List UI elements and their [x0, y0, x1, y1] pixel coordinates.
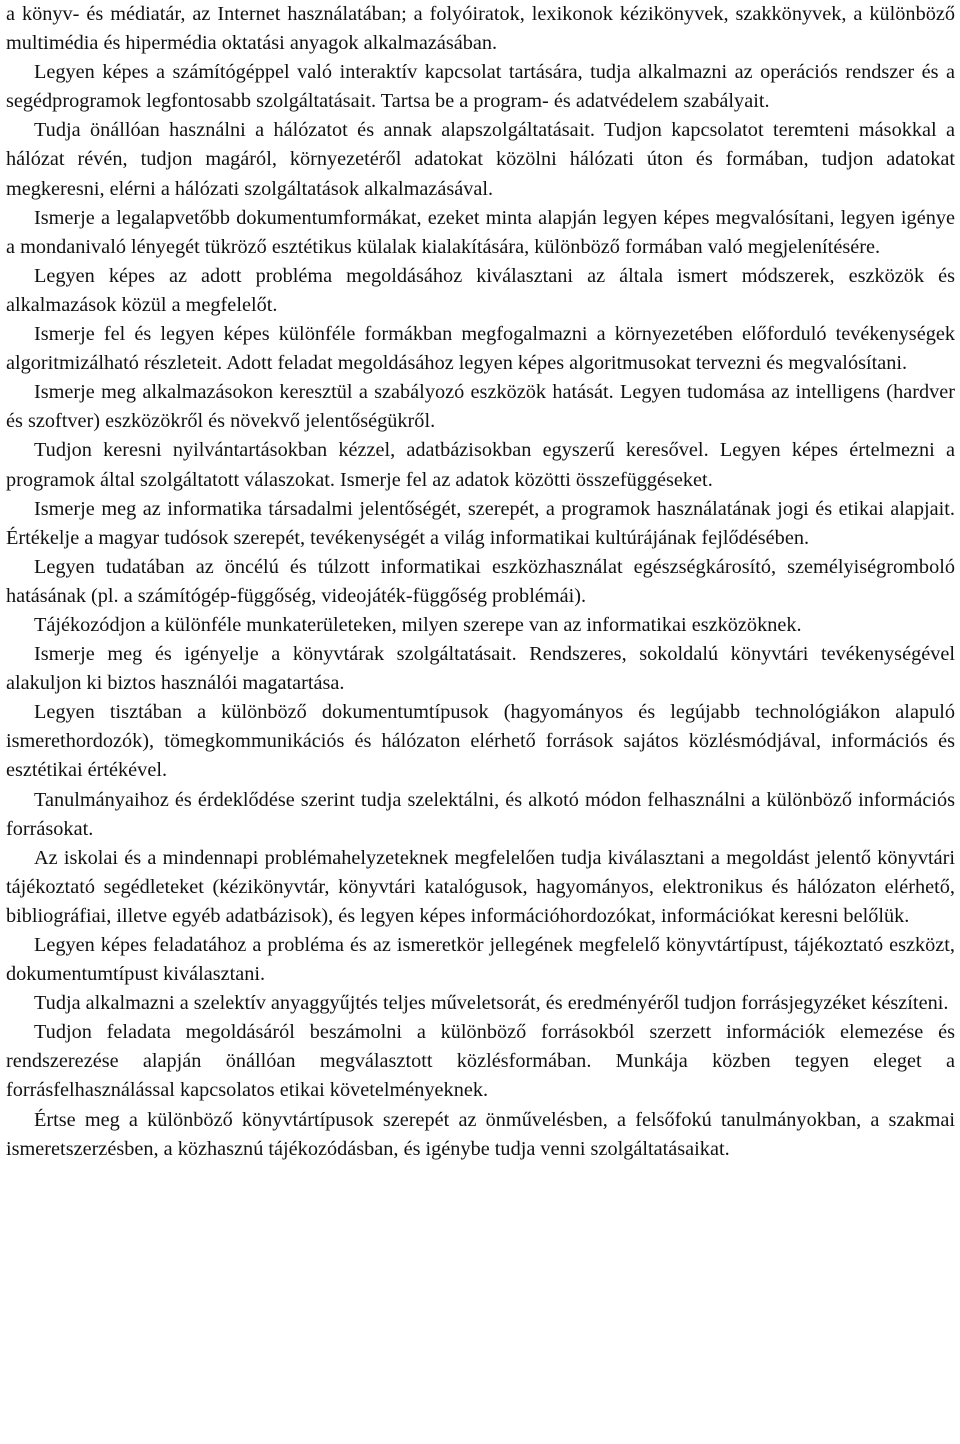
- paragraph-library-roles: Értse meg a különböző könyvtártípusok szerepét az önművelésben, a felsőfokú tanulmányokban, a szakmai ismeretszerzésben, a közhasznú tájékozódásban, és igénybe tudja venni szolgáltatásaikat.: [6, 1108, 955, 1160]
- paragraph-document-types: Legyen tisztában a különböző dokumentumtípusok (hagyományos és legújabb technológiákon alapuló ismerethordozók), tömegkommunikációs és hálózaton elérhető források sajátos közlésmódjával, információs és esztétikai értékével.: [6, 701, 955, 782]
- paragraph-database-search: Tudjon keresni nyilvántartásokban kézzel, adatbázisokban egyszerű keresővel. Legyen képes értelmezni a programok által szolgáltatott válaszokat. Ismerje fel az adatok közötti összefüggéseket.: [6, 439, 955, 491]
- paragraph-library-type-selection: Legyen képes feladatához a probléma és az ismeretkör jellegének megfelelő könyvtártípust, tájékoztató eszközt, dokumentumtípust kiválasztani.: [6, 934, 955, 986]
- paragraph-document-forms: Ismerje a legalapvetőbb dokumentumformákat, ezeket minta alapján legyen képes megvalósítani, legyen igénye a mondanivaló lényegét tükröző esztétikus külalak kialakítására, különböző formában való megjelenítésére.: [6, 206, 955, 258]
- paragraph-method-selection: Legyen képes az adott probléma megoldásához kiválasztani az általa ismert módszerek, eszközök és alkalmazások közül a megfelelőt.: [6, 264, 955, 316]
- paragraph-reference-tools: Az iskolai és a mindennapi problémahelyzeteknek megfelelően tudja kiválasztani a megoldást jelentő könyvtári tájékoztató segédleteket (kézikönyvtár, könyvtári katalógusok, hagyományos, elektronikus és hálózaton elérhető, bibliográfiai, illetve egyéb adatbázisok), és legyen képes információhordozókat, információkat keresni belőlük.: [6, 846, 955, 927]
- paragraph-computer-interaction: Legyen képes a számítógéppel való interaktív kapcsolat tartására, tudja alkalmazni az operációs rendszer és a segédprogramok legfontosabb szolgáltatásait. Tartsa be a program- és adatvédelem szabályait.: [6, 61, 955, 113]
- paragraph-work-areas: Tájékozódjon a különféle munkaterületeken, milyen szerepe van az informatikai eszközöknek.: [34, 613, 802, 636]
- paragraph-reporting: Tudjon feladata megoldásáról beszámolni a különböző forrásokból szerzett információk elemezése és rendszerezése alapján önállóan megválasztott közlésformában. Munkája közben tegyen eleget a forrásfelhasználással kapcsolatos etikai követelményeknek.: [6, 1021, 955, 1102]
- paragraph-social-significance: Ismerje meg az informatika társadalmi jelentőségét, szerepét, a programok használatának jogi és etikai alapjait. Értékelje a magyar tudósok szerepét, tevékenységét a világ informatikai kultúrájának fejlődésében.: [6, 497, 955, 549]
- paragraph-health-risks: Legyen tudatában az öncélú és túlzott informatikai eszközhasználat egészségkárosító, személyiségromboló hatásának (pl. a számítógép-függőség, videojáték-függőség problémái).: [6, 555, 955, 607]
- paragraph-library-services: Ismerje meg és igényelje a könyvtárak szolgáltatásait. Rendszeres, sokoldalú könyvtári tevékenységével alakuljon ki biztos használói magatartása.: [6, 643, 955, 695]
- paragraph-algorithms: Ismerje fel és legyen képes különféle formákban megfogalmazni a környezetében előforduló tevékenységek algoritmizálható részleteit. Adott feladat megoldásához legyen képes algoritmusokat tervezni és megvalósítani.: [6, 323, 955, 375]
- paragraph-media-library: a könyv- és médiatár, az Internet használatában; a folyóiratok, lexikonok kézikönyvek, szakkönyvek, a különböző multimédia és hipermédia oktatási anyagok alkalmazásában.: [6, 3, 955, 55]
- document-page: [6, 0, 955, 1164]
- paragraph-information-sources: Tanulmányaihoz és érdeklődése szerint tudja szelektálni, és alkotó módon felhasználni a különböző információs forrásokat.: [6, 788, 955, 840]
- paragraph-network-usage: Tudja önállóan használni a hálózatot és annak alapszolgáltatásait. Tudjon kapcsolatot teremteni másokkal a hálózat révén, tudjon magáról, környezetéről adatokat közölni hálózati úton és formában, tudjon adatokat megkeresni, elérni a hálózati szolgáltatások alkalmazásával.: [6, 119, 955, 200]
- paragraph-selective-collection: Tudja alkalmazni a szelektív anyaggyűjtés teljes műveletsorát, és eredményéről tudjon forrásjegyzéket készíteni.: [34, 992, 949, 1015]
- paragraph-control-devices: Ismerje meg alkalmazásokon keresztül a szabályozó eszközök hatását. Legyen tudomása az intelligens (hardver és szoftver) eszközökről és növekvő jelentőségükről.: [6, 381, 955, 433]
